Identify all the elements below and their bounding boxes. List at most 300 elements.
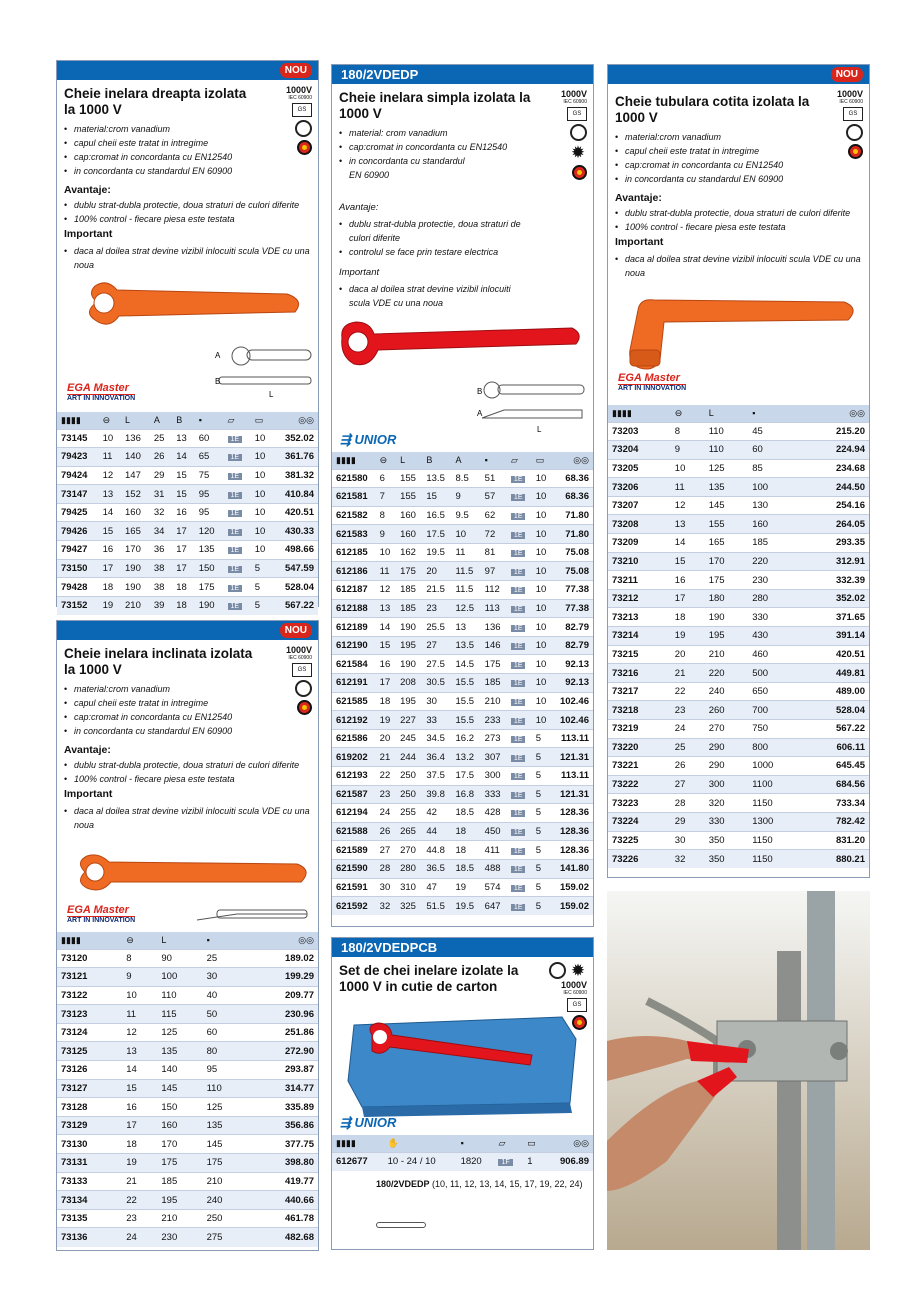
table-row	[332, 618, 593, 637]
quantity-tag: 1E	[511, 773, 526, 780]
table-cell: 26	[376, 822, 396, 841]
table-cell: 57	[481, 488, 507, 507]
table-cell: 33	[422, 711, 451, 730]
table-cell: 15	[422, 488, 451, 507]
red-ring-spanner-illustration	[332, 310, 595, 452]
table-cell: 185	[481, 674, 507, 693]
table-row	[608, 552, 869, 571]
advantage-item: • dublu strat-dubla protectie, doua straturi de culori diferite	[339, 217, 529, 245]
table-cell: 17.5	[422, 525, 451, 544]
table-cell: 612192	[332, 711, 376, 730]
product-table	[57, 932, 318, 1247]
advantage-item: • 100% control - fiecare piesa este testata	[64, 772, 318, 786]
table-cell: 5	[251, 596, 273, 615]
table-cell: 300	[705, 775, 749, 794]
table-row	[57, 1154, 318, 1173]
table-cell: 73205	[608, 459, 671, 478]
table-cell: 606.11	[801, 738, 869, 757]
table-cell: 10	[122, 986, 157, 1005]
table-cell: 160	[121, 503, 150, 522]
table-cell: 270	[396, 841, 422, 860]
table-cell: 250	[203, 1209, 248, 1228]
table-header: ▮▮▮▮ ⊖ L A B ▪ ▱ ▭ ◎◎	[57, 412, 318, 429]
important-heading: Important	[64, 228, 113, 240]
table-cell: 5	[532, 878, 552, 897]
table-cell: 175	[396, 562, 422, 581]
table-row	[608, 720, 869, 739]
table-cell	[507, 711, 532, 730]
table-cell	[507, 525, 532, 544]
table-cell: 185	[396, 581, 422, 600]
table-cell: 13.5	[422, 469, 451, 488]
table-cell: 85	[748, 459, 801, 478]
product-table	[332, 1135, 593, 1171]
table-cell: 612187	[332, 581, 376, 600]
table-cell: 170	[121, 541, 150, 560]
table-cell: 130	[748, 496, 801, 515]
table-cell: 15.5	[452, 711, 481, 730]
table-row	[608, 701, 869, 720]
table-cell: 17	[172, 559, 194, 578]
table-cell: 136	[481, 618, 507, 637]
table-cell: 30	[671, 831, 705, 850]
table-cell: 333	[481, 785, 507, 804]
table-cell: 245	[396, 729, 422, 748]
table-cell: 25	[671, 738, 705, 757]
table-cell: 10	[532, 506, 552, 525]
table-row	[608, 812, 869, 831]
table-cell: 280	[396, 859, 422, 878]
table-cell	[507, 748, 532, 767]
table-row	[57, 1172, 318, 1191]
table-cell: 155	[396, 469, 422, 488]
table-cell: 650	[748, 682, 801, 701]
table-cell: 244.50	[801, 478, 869, 497]
table-cell: 21	[376, 748, 396, 767]
table-cell: 489.00	[801, 682, 869, 701]
table-cell: 227	[396, 711, 422, 730]
table-cell: 30	[376, 878, 396, 897]
table-cell: 79423	[57, 448, 99, 467]
table-cell: 17	[376, 674, 396, 693]
gs-certificate-icon: GS	[567, 107, 587, 121]
table-cell: 684.56	[801, 775, 869, 794]
table-cell: 73145	[57, 429, 99, 448]
table-cell: 208	[396, 674, 422, 693]
table-row	[332, 729, 593, 748]
table-cell: 488	[481, 859, 507, 878]
table-cell: 36.4	[422, 748, 451, 767]
table-cell	[507, 488, 532, 507]
dim-label-a: A	[215, 351, 221, 360]
table-cell: 18	[376, 692, 396, 711]
table-row	[57, 522, 318, 541]
advantages-heading: Avantaje:	[615, 192, 662, 204]
table-cell: 210	[705, 645, 749, 664]
table-row	[57, 1005, 318, 1024]
table-cell: 15.5	[452, 674, 481, 693]
product-table	[608, 405, 869, 868]
table-cell: 12	[99, 466, 121, 485]
voltage-label: 1000V	[560, 89, 587, 99]
table-cell	[224, 448, 251, 467]
table-cell: 5	[532, 841, 552, 860]
table-row	[57, 448, 318, 467]
table-cell: 145	[157, 1079, 202, 1098]
table-cell: 75.08	[552, 543, 593, 562]
product-code: 180/2VDEDP	[341, 67, 419, 82]
table-cell	[507, 618, 532, 637]
important-heading: Important	[615, 236, 664, 248]
table-cell: 265	[396, 822, 422, 841]
advantage-item: • controlul se face prin testare electrica	[339, 245, 529, 259]
table-row	[57, 1191, 318, 1210]
table-row	[332, 469, 593, 488]
table-cell: 621589	[332, 841, 376, 860]
table-cell: 8	[376, 506, 396, 525]
table-cell: 371.65	[801, 608, 869, 627]
table-cell: 73215	[608, 645, 671, 664]
table-cell: 30	[203, 968, 248, 987]
advantage-item: • 100% control - fiecare piesa este testata	[64, 212, 318, 226]
table-cell: 189.02	[248, 949, 318, 968]
table-cell	[507, 655, 532, 674]
table-cell: 419.77	[248, 1172, 318, 1191]
table-cell: 330	[748, 608, 801, 627]
table-cell	[224, 485, 251, 504]
table-cell: 195	[705, 627, 749, 646]
table-cell: 152	[121, 485, 150, 504]
quantity-tag: 1E	[511, 606, 526, 613]
advantages-list	[64, 198, 318, 226]
table-cell: 155	[705, 515, 749, 534]
table-cell: 39.8	[422, 785, 451, 804]
table-cell: 110	[203, 1079, 248, 1098]
voltage-label: 1000V	[285, 85, 312, 95]
table-cell: 125	[705, 459, 749, 478]
table-cell: 175	[705, 571, 749, 590]
quantity-tag: 1E	[511, 643, 526, 650]
card-tubular-spanner	[607, 64, 870, 878]
quantity-tag: 1E	[511, 736, 526, 743]
dim-label-b: B	[477, 387, 483, 396]
quantity-tag: 1E	[228, 436, 243, 443]
table-row	[608, 850, 869, 869]
table-cell: 275	[203, 1228, 248, 1247]
table-cell: 23	[122, 1209, 157, 1228]
table-cell: 498.66	[273, 541, 318, 560]
table-cell: 10	[251, 541, 273, 560]
table-cell: 1300	[748, 812, 801, 831]
table-cell: 1150	[748, 850, 801, 869]
table-row	[332, 674, 593, 693]
table-cell: 36.5	[422, 859, 451, 878]
table-cell: 135	[195, 541, 224, 560]
table-cell: 356.86	[248, 1116, 318, 1135]
table-cell: 612189	[332, 618, 376, 637]
product-title: Cheie inelara simpla izolata la 1000 V	[339, 90, 531, 121]
table-cell: 11	[671, 478, 705, 497]
table-cell: 28	[671, 794, 705, 813]
table-cell: 17	[99, 559, 121, 578]
table-cell	[224, 596, 251, 615]
table-cell: 135	[203, 1116, 248, 1135]
table-cell: 250	[396, 785, 422, 804]
feature-item: • cap:cromat in concordanta cu EN12540	[339, 140, 593, 154]
table-cell: 15	[376, 636, 396, 655]
table-cell: 19	[452, 878, 481, 897]
table-cell: 5	[532, 822, 552, 841]
table-row	[608, 831, 869, 850]
unior-logo: ⇶ UNIOR	[340, 432, 397, 447]
table-cell: 11.5	[452, 581, 481, 600]
table-header: ▮▮▮▮ ✋ ▪ ▱ ▭ ◎◎	[332, 1135, 593, 1152]
table-cell: 13	[452, 618, 481, 637]
table-cell: 128.36	[552, 822, 593, 841]
table-row	[57, 1116, 318, 1135]
table-cell: 461.78	[248, 1209, 318, 1228]
table-cell: 430	[748, 627, 801, 646]
table-cell: 195	[396, 692, 422, 711]
feature-item: • in concordanta cu standardul EN 60900	[339, 154, 479, 182]
table-row	[57, 1228, 318, 1247]
table-cell: 209.77	[248, 986, 318, 1005]
quantity-tag: 1E	[511, 792, 526, 799]
features-list	[64, 682, 318, 738]
table-cell: 782.42	[801, 812, 869, 831]
advantages-heading: Avantaje:	[64, 184, 111, 196]
table-cell: 73217	[608, 682, 671, 701]
quantity-tag: 1E	[511, 718, 526, 725]
quantity-tag: 1E	[511, 587, 526, 594]
product-table	[57, 412, 318, 615]
table-cell	[224, 578, 251, 597]
table-cell: 230	[748, 571, 801, 590]
table-cell: 10	[532, 599, 552, 618]
card-header-bar	[57, 61, 318, 80]
table-cell: 160	[748, 515, 801, 534]
table-cell: 112	[481, 581, 507, 600]
table-cell: 159.02	[552, 897, 593, 916]
table-cell	[507, 692, 532, 711]
product-image	[57, 272, 318, 412]
table-row	[332, 506, 593, 525]
product-image	[332, 995, 593, 1135]
table-cell: 332.39	[801, 571, 869, 590]
product-table	[332, 452, 593, 915]
gear-icon: ✹	[570, 143, 586, 162]
table-cell: 449.81	[801, 664, 869, 683]
table-cell: 20	[422, 562, 451, 581]
quantity-tag: 1E	[511, 569, 526, 576]
quantity-tag: 1E	[511, 848, 526, 855]
table-cell: 800	[748, 738, 801, 757]
feature-item: • material:crom vanadium	[615, 130, 869, 144]
table-cell: 14.5	[452, 655, 481, 674]
table-cell: 34.5	[422, 729, 451, 748]
table-cell: 73150	[57, 559, 99, 578]
feature-item: • material: crom vanadium	[339, 126, 593, 140]
table-cell: 77.38	[552, 599, 593, 618]
table-cell: 8	[671, 422, 705, 441]
table-cell: 73222	[608, 775, 671, 794]
table-cell: 135	[157, 1042, 202, 1061]
table-cell: 71.80	[552, 506, 593, 525]
quantity-tag: 1E	[228, 510, 243, 517]
table-cell: 73216	[608, 664, 671, 683]
table-cell: 325	[396, 897, 422, 916]
table-row	[57, 1079, 318, 1098]
quantity-tag: 1E	[228, 454, 243, 461]
table-cell: 314.77	[248, 1079, 318, 1098]
table-cell: 5	[532, 767, 552, 786]
table-row	[608, 589, 869, 608]
feature-item: • in concordanta cu standardul EN 60900	[64, 164, 318, 178]
table-cell: 136	[121, 429, 150, 448]
table-cell: 195	[157, 1191, 202, 1210]
card-header-bar	[57, 621, 318, 640]
gs-certificate-icon: GS	[567, 998, 587, 1012]
table-cell: 250	[396, 767, 422, 786]
table-cell: 22	[122, 1191, 157, 1210]
table-cell: 73122	[57, 986, 122, 1005]
table-cell: 135	[705, 478, 749, 497]
spanner-outline-icon	[376, 1222, 426, 1228]
table-cell: 73209	[608, 534, 671, 553]
table-cell: 27.5	[422, 655, 451, 674]
table-cell: 38	[150, 578, 172, 597]
table-cell: 13	[172, 429, 194, 448]
table-cell: 240	[203, 1191, 248, 1210]
table-cell: 120	[195, 522, 224, 541]
table-cell: 11	[376, 562, 396, 581]
table-cell: 155	[396, 488, 422, 507]
table-cell: 460	[748, 645, 801, 664]
table-cell: 24	[671, 720, 705, 739]
table-cell: 621583	[332, 525, 376, 544]
quantity-tag: 1E	[511, 904, 526, 911]
table-cell: 11.5	[452, 562, 481, 581]
important-heading: Important	[64, 788, 113, 800]
iec-label: IEC 60900	[563, 990, 587, 996]
table-cell: 190	[121, 578, 150, 597]
features-list	[64, 122, 318, 178]
table-cell: 5	[532, 859, 552, 878]
table-cell: 27	[422, 636, 451, 655]
table-cell: 17	[172, 541, 194, 560]
table-cell: 92.13	[552, 655, 593, 674]
table-cell: 352.02	[273, 429, 318, 448]
features-list	[615, 130, 869, 186]
table-cell: 450	[481, 822, 507, 841]
quantity-tag: 1E	[511, 755, 526, 762]
table-cell	[507, 581, 532, 600]
table-cell: 19	[671, 627, 705, 646]
new-badge: NOU	[280, 63, 312, 78]
table-cell: 73203	[608, 422, 671, 441]
table-cell: 90	[157, 949, 202, 968]
ring-profile-icon	[549, 962, 566, 979]
table-cell: 567.22	[273, 596, 318, 615]
table-cell: 10	[251, 503, 273, 522]
quantity-tag: 1E	[511, 866, 526, 873]
table-row	[608, 441, 869, 460]
quantity-tag: 1E	[511, 513, 526, 520]
table-cell: 14	[671, 534, 705, 553]
table-cell: 140	[121, 448, 150, 467]
important-list	[615, 252, 869, 280]
table-cell: 23	[671, 701, 705, 720]
table-cell: 15	[172, 466, 194, 485]
table-cell: 5	[251, 578, 273, 597]
table-cell: 147	[121, 466, 150, 485]
table-cell: 73134	[57, 1191, 122, 1210]
dim-label-a: A	[477, 409, 483, 418]
table-cell: 1000	[748, 757, 801, 776]
table-row	[608, 459, 869, 478]
table-cell: 290	[705, 738, 749, 757]
table-cell: 145	[203, 1135, 248, 1154]
table-cell: 121.31	[552, 748, 593, 767]
table-cell: 20	[671, 645, 705, 664]
table-cell: 13	[122, 1042, 157, 1061]
table-row	[332, 636, 593, 655]
table-cell: 210	[203, 1172, 248, 1191]
feature-item: • capul cheii este tratat in intregime	[64, 136, 318, 150]
table-cell: 411	[481, 841, 507, 860]
table-row	[608, 478, 869, 497]
table-cell: 23	[376, 785, 396, 804]
table-cell: 73224	[608, 812, 671, 831]
table-cell: 121.31	[552, 785, 593, 804]
table-cell: 352.02	[801, 589, 869, 608]
table-cell: 16.5	[422, 506, 451, 525]
table-cell: 310	[396, 878, 422, 897]
table-row	[57, 949, 318, 968]
table-row	[57, 986, 318, 1005]
table-row	[57, 1098, 318, 1117]
table-cell: 97	[481, 562, 507, 581]
table-cell: 18.5	[452, 859, 481, 878]
table-cell: 79428	[57, 578, 99, 597]
table-cell: 73210	[608, 552, 671, 571]
table-cell: 73126	[57, 1061, 122, 1080]
table-cell: 72	[481, 525, 507, 544]
ega-master-logo: EGA Master ART IN INNOVATION	[67, 904, 136, 924]
table-cell: 73120	[57, 949, 122, 968]
gs-certificate-icon: GS	[292, 103, 312, 117]
table-cell: 13	[376, 599, 396, 618]
table-cell	[507, 543, 532, 562]
quantity-tag: 1E	[228, 473, 243, 480]
table-cell: 36	[150, 541, 172, 560]
table-cell: 73213	[608, 608, 671, 627]
table-cell: 273	[481, 729, 507, 748]
table-cell: 240	[705, 682, 749, 701]
table-cell: 110	[705, 422, 749, 441]
quantity-tag: 1E	[511, 532, 526, 539]
table-cell: 612186	[332, 562, 376, 581]
table-cell: 199.29	[248, 968, 318, 987]
table-cell: 38	[150, 559, 172, 578]
table-cell: 10	[99, 429, 121, 448]
table-cell: 19.5	[422, 543, 451, 562]
table-cell: 73207	[608, 496, 671, 515]
table-cell: 293.87	[248, 1061, 318, 1080]
table-cell: 190	[705, 608, 749, 627]
table-row	[57, 968, 318, 987]
table-cell: 547.59	[273, 559, 318, 578]
